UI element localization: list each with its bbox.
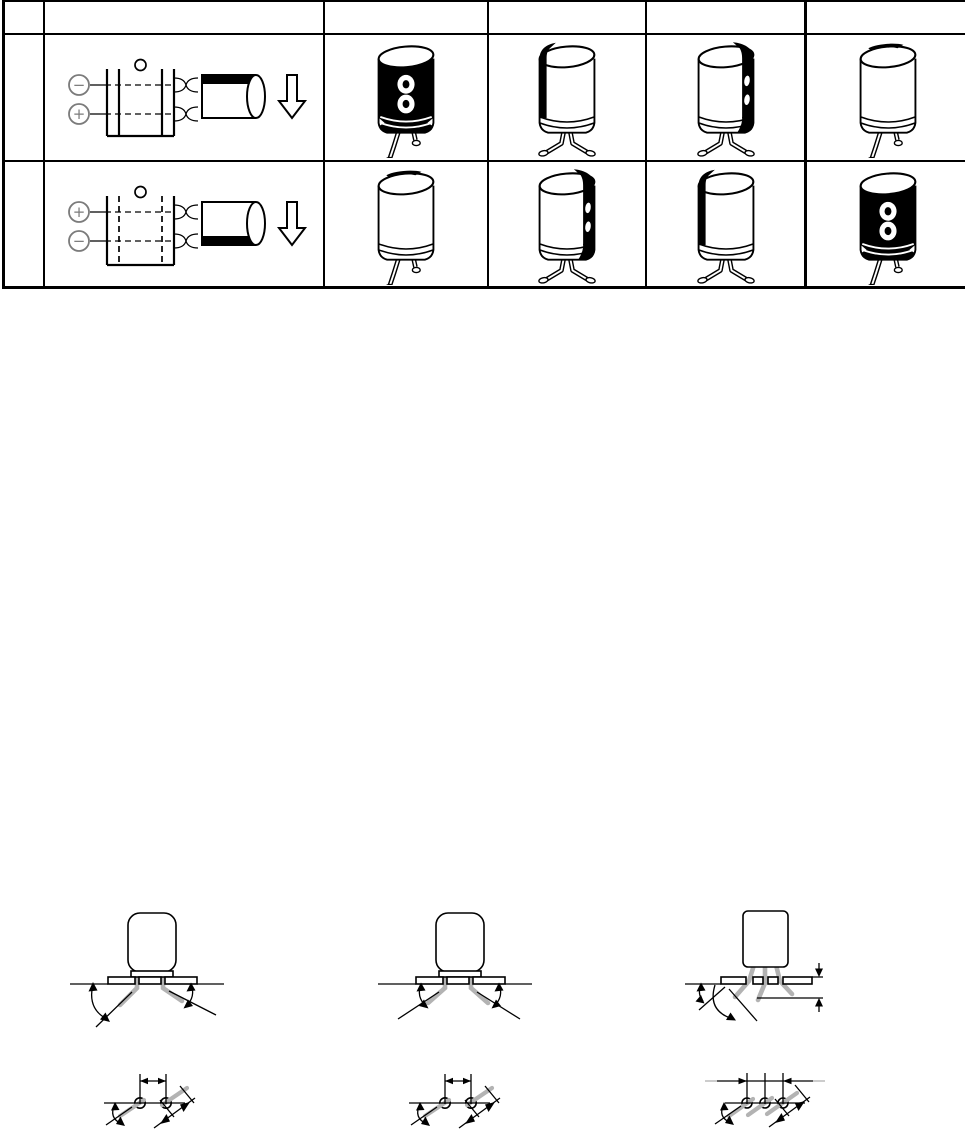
plus-polarity-symbol: + xyxy=(72,203,86,221)
taping-polarity-schematic-icon xyxy=(45,162,323,287)
polarity-schematic-cell xyxy=(45,162,325,289)
pcb-cross-section xyxy=(685,911,812,1000)
capacitor-orientation-cell xyxy=(325,162,489,289)
pcb-cross-section xyxy=(378,913,532,1003)
polarity-symbols xyxy=(69,75,89,124)
mounting-diagram-3 xyxy=(645,895,885,1132)
header-cell xyxy=(325,2,489,35)
seat-plate xyxy=(131,971,173,977)
cathode-stripe xyxy=(202,75,256,84)
seat-plate xyxy=(439,971,481,977)
pcb-cross-section xyxy=(70,913,224,1005)
capacitor-icon xyxy=(524,165,610,285)
mounting-angle-diagram-icon xyxy=(340,895,580,1132)
carrier-tape xyxy=(107,60,174,137)
row-label-cell xyxy=(5,162,45,289)
capacitor-icon xyxy=(363,38,449,158)
capacitor-orientation-cell xyxy=(325,35,489,162)
carrier-tape xyxy=(107,187,174,266)
capacitor-icon xyxy=(845,38,931,158)
mounting-diagram-1 xyxy=(32,895,272,1132)
minus-polarity-symbol: − xyxy=(72,76,86,94)
capacitor-orientation-cell xyxy=(807,35,965,162)
lead-spacing-detail xyxy=(104,1074,195,1128)
capacitor-orientation-cell xyxy=(647,35,807,162)
lead-crimp xyxy=(174,78,198,121)
mounting-angle-diagram-icon xyxy=(645,895,885,1132)
cathode-stripe xyxy=(202,236,256,245)
lead-crimp xyxy=(174,205,198,248)
header-cell xyxy=(807,2,965,35)
capacitor-body xyxy=(128,913,176,972)
header-cell xyxy=(489,2,647,35)
capacitor-body xyxy=(436,913,484,972)
capacitor-icon xyxy=(845,165,931,285)
taping-polarity-schematic-icon xyxy=(45,35,323,160)
down-arrow-icon xyxy=(279,202,305,245)
mounting-angle-diagram-icon xyxy=(32,895,272,1132)
lead-spacing-detail xyxy=(705,1073,825,1127)
mounting-diagram-2 xyxy=(340,895,580,1132)
polarity-symbols xyxy=(69,202,89,251)
bend-angle-arc-left xyxy=(89,982,133,1027)
capacitor-icon xyxy=(683,38,769,158)
capacitor-orientation-cell xyxy=(489,35,647,162)
polarity-schematic-cell xyxy=(45,35,325,162)
bend-angle-arc-left xyxy=(696,983,758,1022)
capacitor-icon xyxy=(363,165,449,285)
down-arrow-icon xyxy=(279,75,305,118)
row-label-cell xyxy=(5,35,45,162)
plus-polarity-symbol: + xyxy=(72,105,86,123)
capacitor-body xyxy=(743,911,788,967)
capacitor-icon xyxy=(524,38,610,158)
polarity-table xyxy=(2,0,965,289)
capacitor-side-view-icon xyxy=(202,202,265,245)
lead-spacing-detail xyxy=(409,1074,500,1128)
capacitor-icon xyxy=(683,165,769,285)
header-cell xyxy=(5,2,45,35)
capacitor-orientation-cell xyxy=(489,162,647,289)
capacitor-orientation-cell xyxy=(807,162,965,289)
header-cell xyxy=(45,2,325,35)
capacitor-orientation-cell xyxy=(647,162,807,289)
capacitor-side-view-icon xyxy=(202,75,265,118)
minus-polarity-symbol: − xyxy=(72,232,86,250)
header-cell xyxy=(647,2,807,35)
